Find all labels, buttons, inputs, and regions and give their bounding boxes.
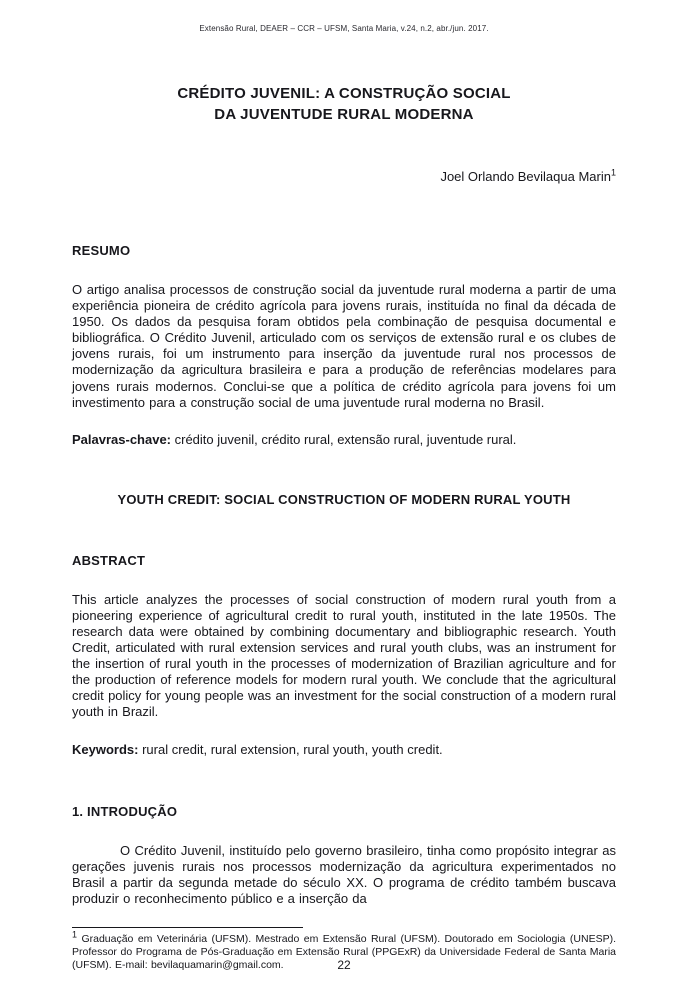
section-heading-abstract: ABSTRACT	[72, 552, 146, 568]
footnote-ref: 1	[72, 929, 78, 940]
section-heading-introducao: 1. INTRODUÇÃO	[72, 803, 178, 819]
journal-running-head: Extensão Rural, DEAER – CCR – UFSM, Santa Maria, v.24, n.2, abr./jun. 2017.	[199, 24, 489, 33]
article-title	[72, 83, 616, 125]
footnote-separator	[72, 927, 303, 928]
keywords-list: rural credit, rural extension, rural youth, youth credit.	[138, 741, 443, 757]
resumo-text: O artigo analisa processos de construção social da juventude rural moderna a partir de uma experiência pioneira de crédito agrícola para jovens rurais, instituída no final da década de 1950. Os dados da pesquisa foram obtidos pela combinação de pesquisa documental e bibliográfica. O Crédito Juvenil, articulado com os serviços de extensão rural e os clubes de jovens rurais, foi um instrumento para inserção da juventude rural nos processos de modernização da agricultura brasileira e para a produção de referências modelares para jovens rurais modernos. Conclui-se que a política de crédito agrícola para jovens foi um investimento para a construção social de uma juventude rural moderna no Brasil.	[72, 282, 616, 410]
section-heading-resumo: RESUMO	[72, 243, 131, 258]
footnote-text: Graduação em Veterinária (UFSM). Mestrado em Extensão Rural (UFSM). Doutorado em Sociologia (UNESP). Professor do Programa de Pós-Graduação em Extensão Rural (PPGExR) da Universidade Federal de Santa Maria (UFSM). E-mail: bevilaquamarin@gmail.com.	[72, 932, 616, 971]
palavras-chave-label: Palavras-chave:	[72, 431, 172, 447]
author-name: Joel Orlando Bevilaqua Marin	[440, 169, 611, 184]
palavras-chave-list: crédito juvenil, crédito rural, extensão rural, juventude rural.	[171, 431, 517, 447]
keywords-label: Keywords:	[72, 741, 139, 757]
english-title: YOUTH CREDIT: SOCIAL CONSTRUCTION OF MODERN RURAL YOUTH	[117, 491, 571, 507]
page-number: 22	[337, 958, 351, 972]
palavras-chave-line	[72, 432, 616, 448]
introduction-text: O Crédito Juvenil, instituído pelo governo brasileiro, tinha como propósito integrar as gerações juvenis rurais nos processos modernização da agricultura experimentados no Brasil a partir da segunda metade do século XX. O programa de crédito também buscava produzir o reconhecimento público e a inserção da	[72, 842, 616, 906]
article-title-line-2: DA JUVENTUDE RURAL MODERNA	[214, 106, 474, 123]
author-footnote-ref: 1	[610, 167, 616, 178]
keywords-line	[72, 742, 616, 758]
article-title-line-1: CRÉDITO JUVENIL: A CONSTRUÇÃO SOCIAL	[177, 85, 511, 102]
author-line	[72, 169, 616, 185]
abstract-text: This article analyzes the processes of social construction of modern rural youth from a pioneering experience of agricultural credit to rural youth, instituted in the late 1950s. The research data were obtained by combining documentary and bibliographic research. Youth Credit, articulated with rural extension services and rural youth clubs, was an instrument for the insertion of rural youth in the processes of modernization of Brazilian agriculture and for the production of reference models for modern rural youth. We conclude that the agricultural credit policy for young people was an investment for the social construction of a modern rural youth in Brazil.	[72, 591, 616, 720]
